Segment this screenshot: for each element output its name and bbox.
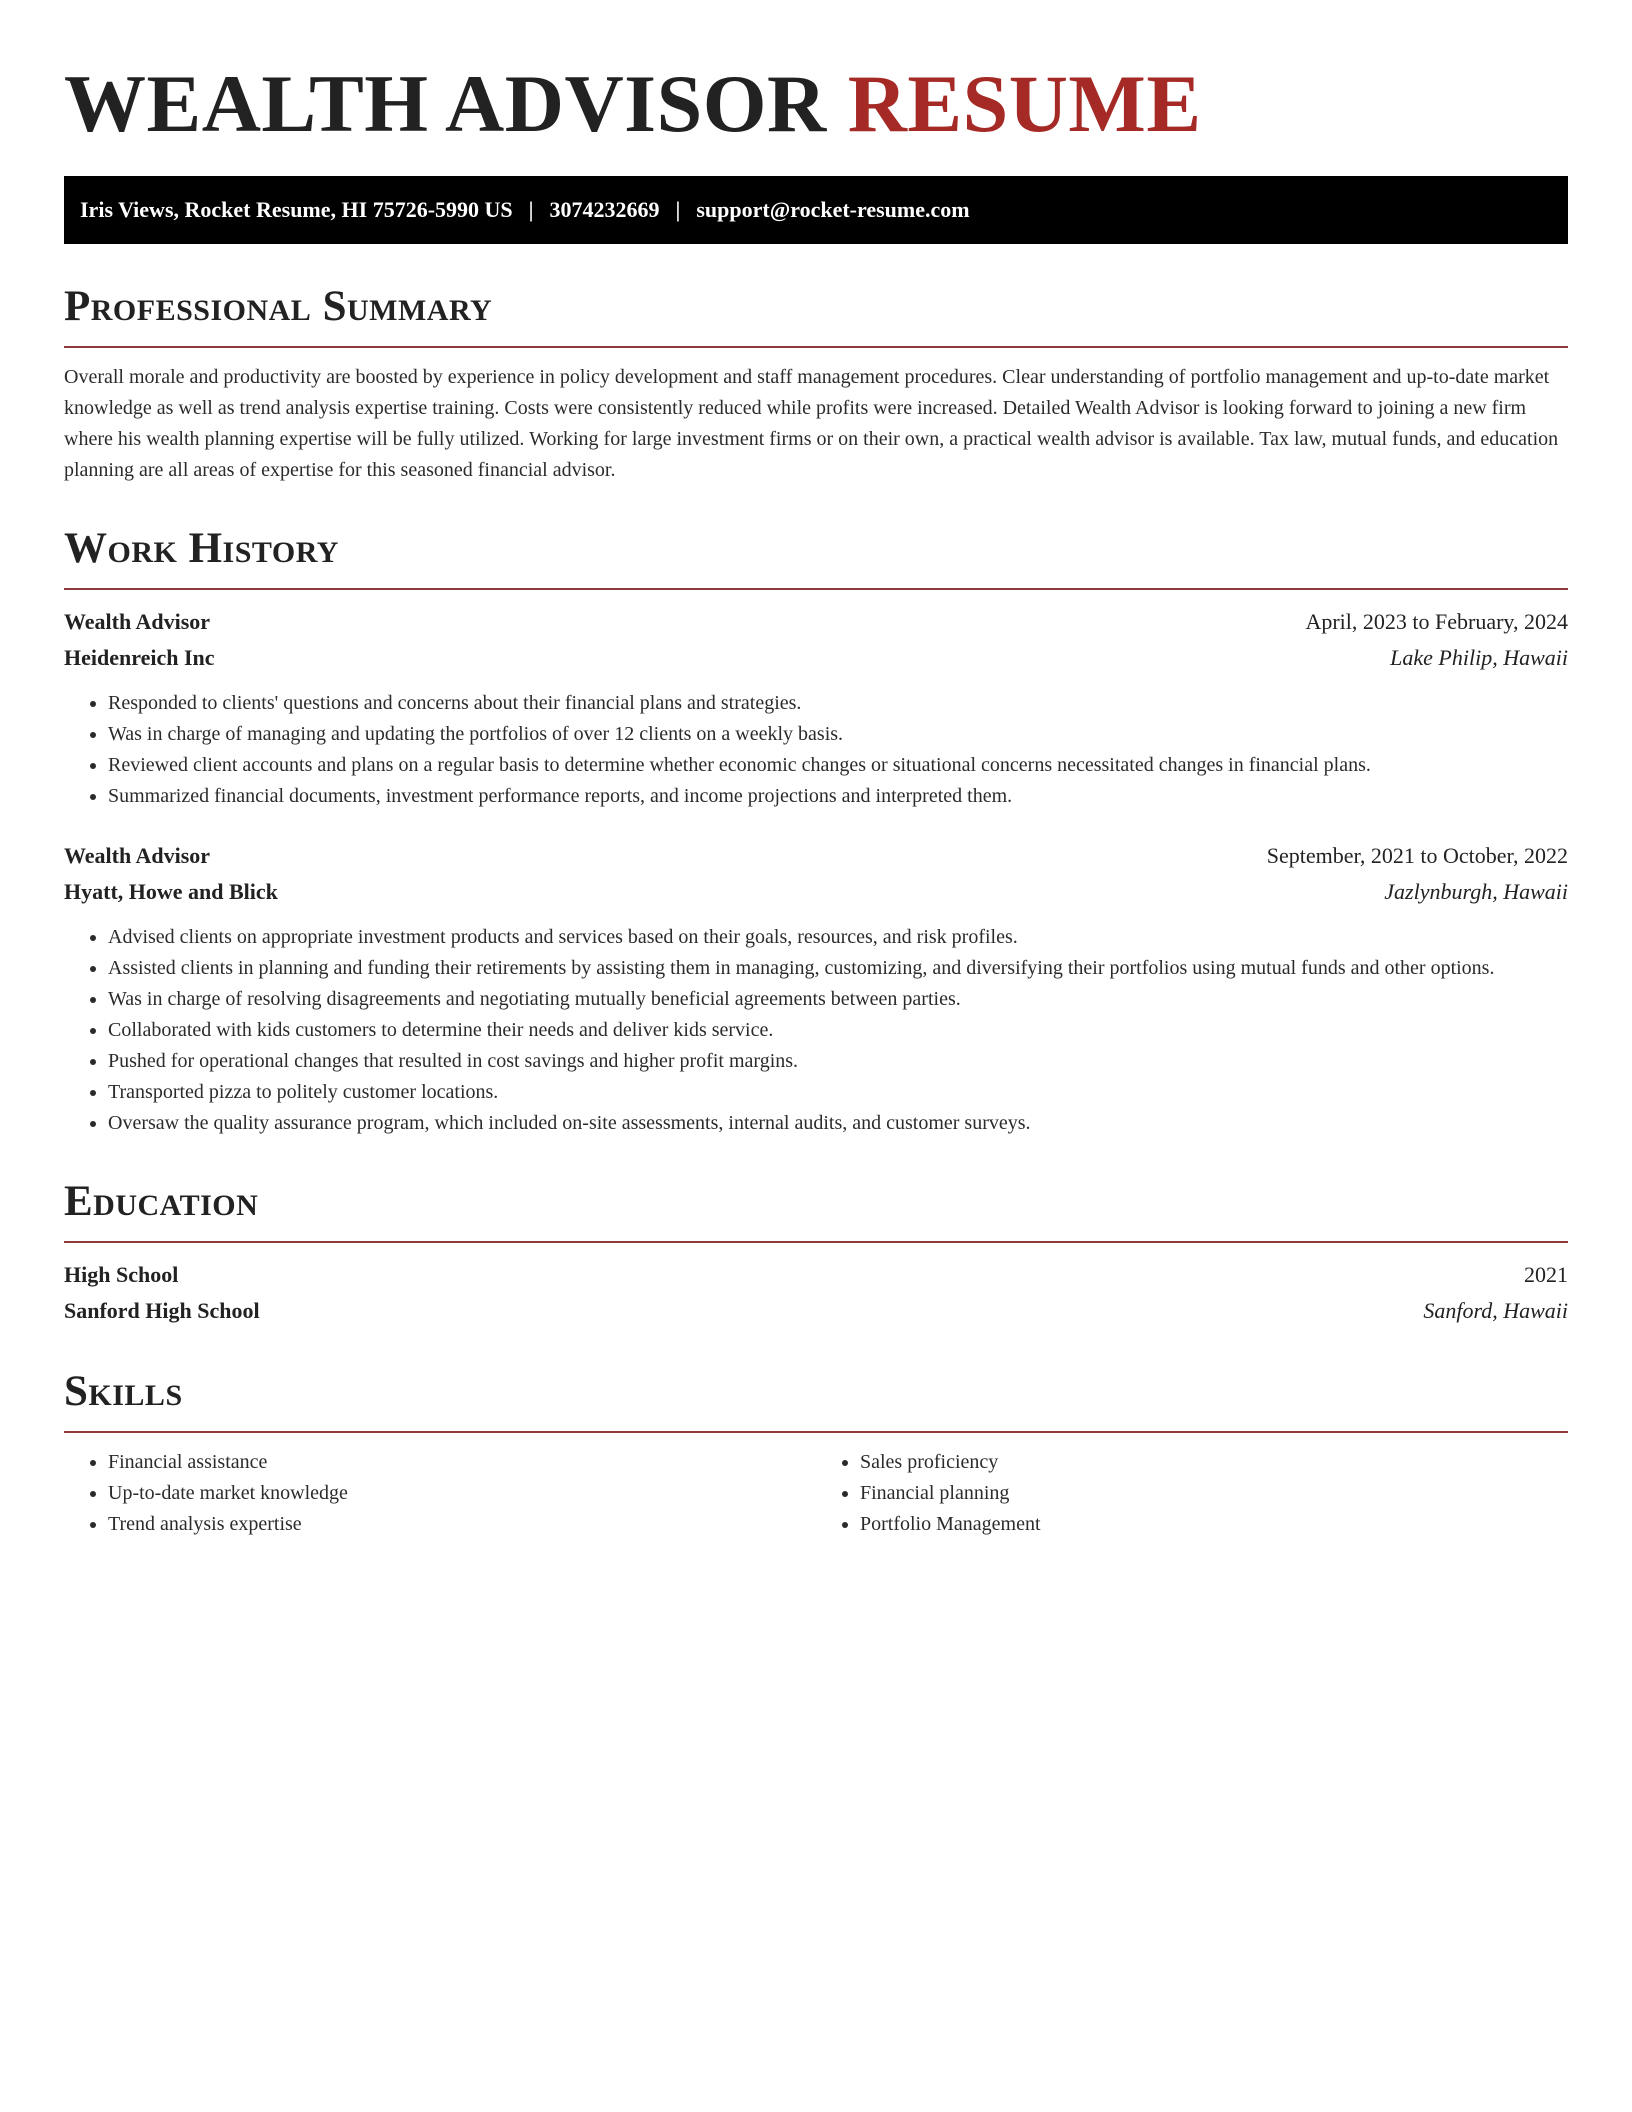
skill-item: • Financial planning [860, 1478, 1568, 1509]
section-divider [64, 1431, 1568, 1433]
skill-item: • Financial assistance [108, 1447, 816, 1478]
job-bullet: • Assisted clients in planning and funding their retirements by assisting them in managing, customizing, and diversifying their portfolios using mutual funds and other options. [108, 953, 1568, 984]
summary-text: Overall morale and productivity are boosted by experience in policy development and staff management procedures. Clear understanding of portfolio management and up-to-date market knowledge as well as trend analysis expertise training. Costs were consistently reduced while profits were increased. Detailed Wealth Advisor is looking forward to joining a new firm where his wealth planning expertise will be fully utilized. Working for large investment firms or on their own, a practical wealth advisor is available. Tax law, mutual funds, and education planning are all areas of expertise for this seasoned financial advisor. [64, 366, 1559, 481]
job-bullet: • Was in charge of managing and updating the portfolios of over 12 clients on a weekly basis. [108, 719, 1568, 750]
job-bullet: • Oversaw the quality assurance program, which included on-site assessments, internal audits, and customer surveys. [108, 1108, 1568, 1139]
title-accent: RESUME [847, 58, 1202, 149]
skills-heading: Skills [64, 1368, 183, 1415]
education-section [64, 1179, 1568, 1329]
job-company-row [64, 874, 1568, 910]
job-dates: April, 2023 to February, 2024 [1305, 609, 1568, 634]
education-year: 2021 [1524, 1262, 1568, 1287]
title-main: WEALTH ADVISOR [64, 58, 827, 149]
education-degree: High School [64, 1262, 179, 1287]
job-bullet: • Summarized financial documents, investment performance reports, and income projections and interpreted them. [108, 781, 1568, 812]
education-heading: Education [64, 1178, 259, 1225]
skills-list-left [64, 1447, 816, 1540]
job-bullet: • Was in charge of resolving disagreements and negotiating mutually beneficial agreements between parties. [108, 984, 1568, 1015]
contact-address: Iris Views, Rocket Resume, HI 75726-5990 US [80, 197, 513, 222]
resume-title [64, 58, 1568, 150]
contact-email: support@rocket-resume.com [696, 197, 970, 222]
section-divider [64, 346, 1568, 348]
job-bullet: • Pushed for operational changes that resulted in cost savings and higher profit margins. [108, 1046, 1568, 1077]
work-history-section [64, 526, 1568, 1139]
skill-item: • Up-to-date market knowledge [108, 1478, 816, 1509]
job-bullet: • Transported pizza to politely customer locations. [108, 1077, 1568, 1108]
skill-item: • Trend analysis expertise [108, 1509, 816, 1540]
job-bullet: • Collaborated with kids customers to determine their needs and deliver kids service. [108, 1015, 1568, 1046]
job-dates: September, 2021 to October, 2022 [1266, 843, 1568, 868]
job-bullet: • Advised clients on appropriate investment products and services based on their goals, resources, and risk profiles. [108, 922, 1568, 953]
contact-phone: 3074232669 [549, 197, 660, 222]
job-bullets [64, 688, 1568, 812]
job-location: Lake Philip, Hawaii [1390, 645, 1568, 670]
summary-heading: Professional Summary [64, 283, 493, 330]
job-entry [64, 604, 1568, 812]
skills-columns [64, 1447, 1568, 1540]
work-history-heading: Work History [64, 525, 339, 572]
job-header-row [64, 838, 1568, 874]
job-company: Hyatt, Howe and Blick [64, 879, 278, 904]
job-title: Wealth Advisor [64, 609, 211, 634]
job-company: Heidenreich Inc [64, 645, 215, 670]
contact-separator: | [675, 197, 681, 222]
job-bullets [64, 922, 1568, 1139]
skill-item: • Portfolio Management [860, 1509, 1568, 1540]
education-degree-row [64, 1257, 1568, 1293]
skills-section [64, 1369, 1568, 1540]
job-bullet: • Responded to clients' questions and concerns about their financial plans and strategies. [108, 688, 1568, 719]
summary-section [64, 284, 1568, 486]
section-divider [64, 588, 1568, 590]
education-school-row [64, 1293, 1568, 1329]
job-location: Jazlynburgh, Hawaii [1384, 879, 1568, 904]
skills-list-right [816, 1447, 1568, 1540]
job-company-row [64, 640, 1568, 676]
job-header-row [64, 604, 1568, 640]
skill-item: • Sales proficiency [860, 1447, 1568, 1478]
contact-separator: | [528, 197, 534, 222]
education-school: Sanford High School [64, 1298, 260, 1323]
education-location: Sanford, Hawaii [1423, 1298, 1568, 1323]
section-divider [64, 1241, 1568, 1243]
job-entry [64, 838, 1568, 1139]
contact-bar [64, 176, 1568, 244]
job-bullet: • Reviewed client accounts and plans on a regular basis to determine whether economic changes or situational concerns necessitated changes in financial plans. [108, 750, 1568, 781]
job-title: Wealth Advisor [64, 843, 211, 868]
